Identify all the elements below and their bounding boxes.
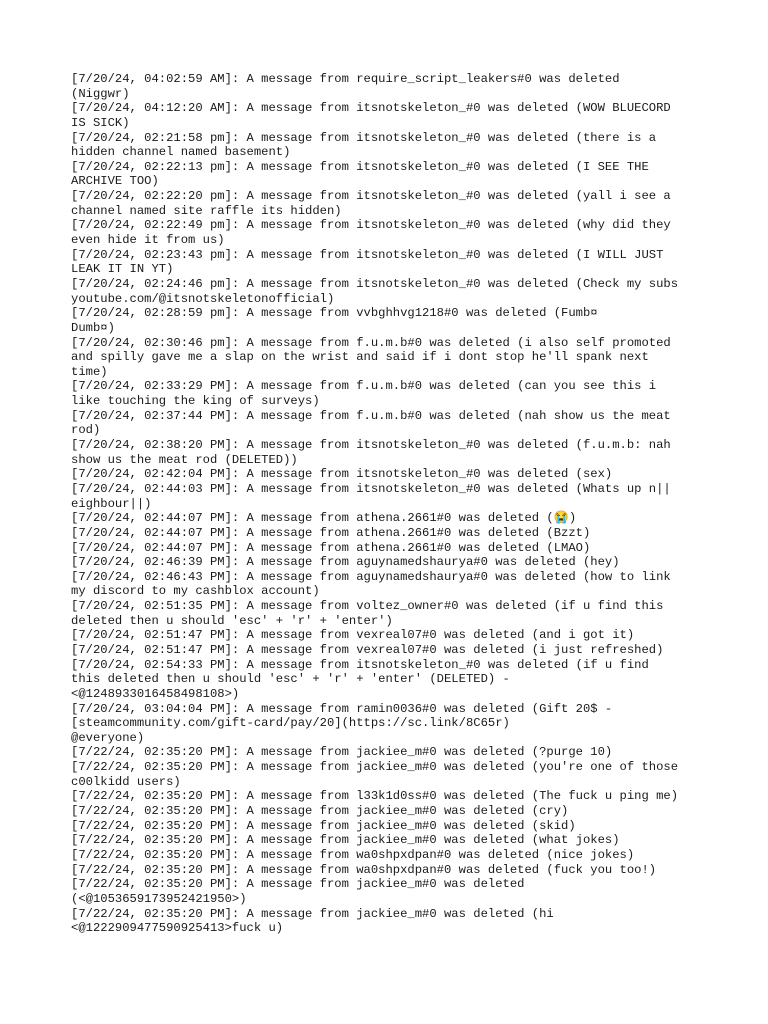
- log-line: [7/20/24, 02:24:46 pm]: A message from itsnotskeleton_#0 was deleted (Check my subs: [71, 276, 679, 291]
- log-line: [7/20/24, 02:42:04 PM]: A message from itsnotskeleton_#0 was deleted (sex): [71, 467, 613, 482]
- log-line: [7/20/24, 02:38:20 PM]: A message from itsnotskeleton_#0 was deleted (f.u.m.b: nah: [71, 438, 671, 453]
- log-line: LEAK IT IN YT): [71, 262, 174, 277]
- log-line: @everyone): [71, 730, 145, 745]
- log-line: [7/22/24, 02:35:20 PM]: A message from jackiee_m#0 was deleted (hi: [71, 906, 554, 921]
- log-line: [7/20/24, 02:51:35 PM]: A message from voltez_owner#0 was deleted (if u find this: [71, 599, 664, 614]
- log-line: [7/20/24, 02:54:33 PM]: A message from itsnotskeleton_#0 was deleted (if u find: [71, 657, 649, 672]
- log-line: Dumb¤): [71, 320, 115, 335]
- deleted-message-log: [71, 72, 711, 936]
- log-line: IS SICK): [71, 115, 130, 130]
- log-line: (<@1053659173952421950>): [71, 891, 247, 906]
- log-line: [steamcommunity.com/gift-card/pay/20](https://sc.link/8C65r): [71, 716, 510, 731]
- log-line: youtube.com/@itsnotskeletonofficial): [71, 291, 335, 306]
- log-line: [7/20/24, 02:51:47 PM]: A message from vexreal07#0 was deleted (i just refreshed): [71, 642, 664, 657]
- log-line: show us the meat rod (DELETED)): [71, 452, 298, 467]
- log-line: [7/22/24, 02:35:20 PM]: A message from jackiee_m#0 was deleted (cry): [71, 804, 569, 819]
- log-line: [7/22/24, 02:35:20 PM]: A message from jackiee_m#0 was deleted (?purge 10): [71, 745, 613, 760]
- log-line: [7/20/24, 04:12:20 AM]: A message from itsnotskeleton_#0 was deleted (WOW BLUECORD: [71, 101, 671, 116]
- log-line: [7/22/24, 02:35:20 PM]: A message from l33k1d0ss#0 was deleted (The fuck u ping me): [71, 789, 679, 804]
- log-line: like touching the king of surveys): [71, 394, 320, 409]
- log-line: my discord to my cashblox account): [71, 584, 320, 599]
- log-line: channel named site raffle its hidden): [71, 203, 342, 218]
- log-line: [7/20/24, 02:46:39 PM]: A message from aguynamedshaurya#0 was deleted (hey): [71, 555, 620, 570]
- log-line: [7/20/24, 02:51:47 PM]: A message from vexreal07#0 was deleted (and i got it): [71, 628, 635, 643]
- log-line: [7/20/24, 02:22:20 pm]: A message from itsnotskeleton_#0 was deleted (yall i see a: [71, 189, 671, 204]
- log-line: time): [71, 364, 108, 379]
- log-line: [7/20/24, 02:22:49 pm]: A message from itsnotskeleton_#0 was deleted (why did they: [71, 218, 671, 233]
- log-line: eighbour||): [71, 496, 152, 511]
- log-line: (Niggwr): [71, 86, 130, 101]
- log-line: [7/20/24, 02:44:03 PM]: A message from itsnotskeleton_#0 was deleted (Whats up n||: [71, 481, 671, 496]
- log-line: [7/20/24, 02:44:07 PM]: A message from athena.2661#0 was deleted (😭): [71, 511, 577, 526]
- log-line: [7/20/24, 02:37:44 PM]: A message from f.u.m.b#0 was deleted (nah show us the meat: [71, 408, 671, 423]
- log-line: [7/20/24, 02:33:29 PM]: A message from f.u.m.b#0 was deleted (can you see this i: [71, 379, 657, 394]
- log-line: this deleted then u should 'esc' + 'r' + 'enter' (DELETED) -: [71, 672, 510, 687]
- log-line: <@1248933016458498108>): [71, 686, 240, 701]
- log-line: [7/20/24, 03:04:04 PM]: A message from ramin0036#0 was deleted (Gift 20$ -: [71, 701, 613, 716]
- log-line: c00lkidd users): [71, 774, 181, 789]
- log-line: even hide it from us): [71, 233, 225, 248]
- log-line: [7/20/24, 04:02:59 AM]: A message from require_script_leakers#0 was deleted: [71, 72, 620, 86]
- log-line: [7/20/24, 02:21:58 pm]: A message from itsnotskeleton_#0 was deleted (there is a: [71, 130, 657, 145]
- log-line: [7/20/24, 02:22:13 pm]: A message from itsnotskeleton_#0 was deleted (I SEE THE: [71, 159, 649, 174]
- log-line: [7/20/24, 02:44:07 PM]: A message from athena.2661#0 was deleted (LMAO): [71, 540, 591, 555]
- log-line: ARCHIVE TOO): [71, 174, 159, 189]
- log-line: [7/20/24, 02:46:43 PM]: A message from aguynamedshaurya#0 was deleted (how to link: [71, 569, 671, 584]
- log-line: [7/22/24, 02:35:20 PM]: A message from wa0shpxdpan#0 was deleted (nice jokes): [71, 847, 635, 862]
- log-line: [7/22/24, 02:35:20 PM]: A message from jackiee_m#0 was deleted (what jokes): [71, 833, 620, 848]
- log-line: [7/20/24, 02:23:43 pm]: A message from itsnotskeleton_#0 was deleted (I WILL JUST: [71, 247, 664, 262]
- log-line: <@1222909477590925413>fuck u): [71, 921, 284, 936]
- log-line: [7/20/24, 02:44:07 PM]: A message from athena.2661#0 was deleted (Bzzt): [71, 525, 591, 540]
- log-line: and spilly gave me a slap on the wrist and said if i dont stop he'll spank next: [71, 350, 649, 365]
- log-line: [7/20/24, 02:28:59 pm]: A message from vvbghhvg1218#0 was deleted (Fumb¤: [71, 306, 598, 321]
- log-line: hidden channel named basement): [71, 145, 291, 160]
- log-line: rod): [71, 423, 101, 438]
- log-line: [7/22/24, 02:35:20 PM]: A message from jackiee_m#0 was deleted (skid): [71, 818, 576, 833]
- log-line: deleted then u should 'esc' + 'r' + 'enter'): [71, 613, 393, 628]
- log-line: [7/22/24, 02:35:20 PM]: A message from jackiee_m#0 was deleted (you're one of those: [71, 760, 679, 775]
- log-line: [7/22/24, 02:35:20 PM]: A message from wa0shpxdpan#0 was deleted (fuck you too!): [71, 862, 657, 877]
- log-line: [7/20/24, 02:30:46 pm]: A message from f.u.m.b#0 was deleted (i also self promoted: [71, 335, 671, 350]
- log-line: [7/22/24, 02:35:20 PM]: A message from jackiee_m#0 was deleted: [71, 877, 525, 892]
